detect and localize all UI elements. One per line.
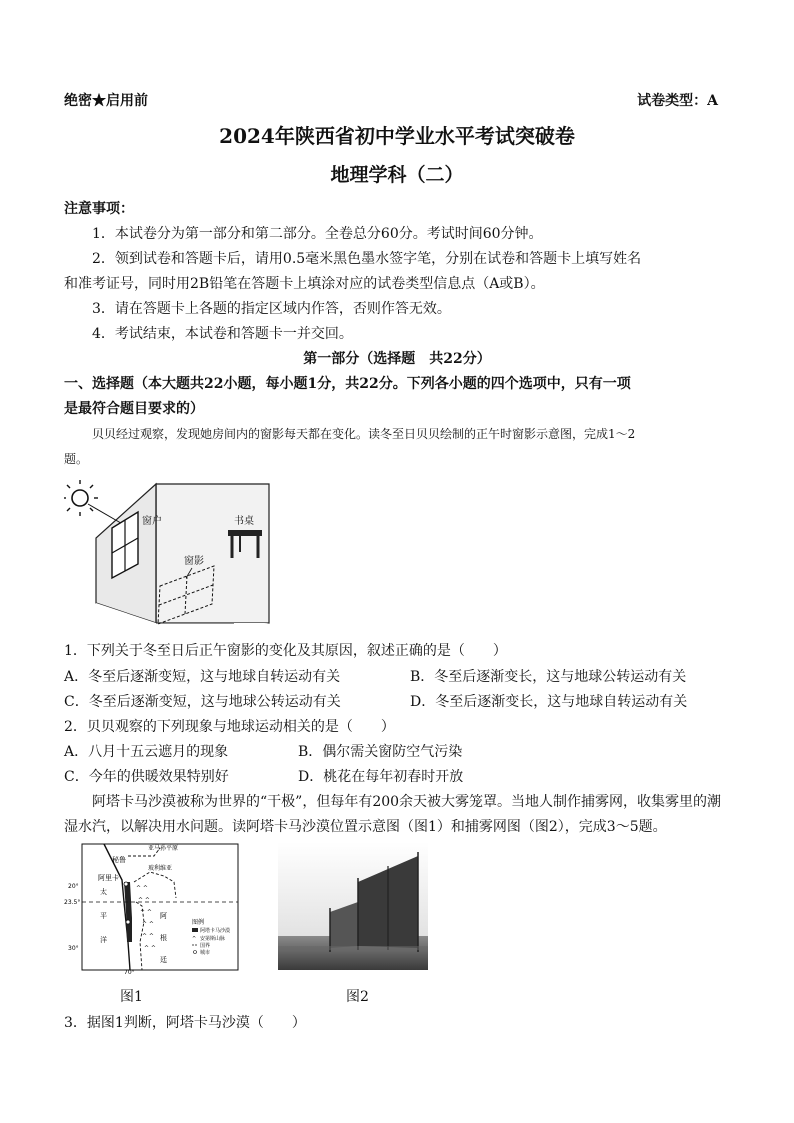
svg-text:^: ^ bbox=[192, 936, 197, 942]
legend-city: 城市 bbox=[200, 950, 211, 956]
map-label-amazon: 亚马孙平原 bbox=[148, 845, 179, 852]
notice-item-2-cont: 和准考证号，同时用2B铅笔在答题卡上填涂对应的试卷类型信息点（A或B）。 bbox=[64, 276, 545, 292]
passage1-line2: 题。 bbox=[64, 452, 89, 466]
window-label: 窗户 bbox=[142, 516, 162, 527]
notice-heading: 注意事项： bbox=[64, 201, 134, 217]
legend-desert: 阿塔卡马沙漠 bbox=[200, 928, 231, 934]
fog-net-photo bbox=[278, 842, 428, 970]
section-instructions-2: 是最符合题目要求的） bbox=[64, 401, 204, 417]
shadow-label: 窗影 bbox=[184, 556, 204, 567]
q2-option-b[interactable]: B．偶尔需关窗防空气污染 bbox=[298, 744, 463, 760]
svg-text:^ ^: ^ ^ bbox=[140, 909, 152, 916]
exam-subtitle: 地理学科（二） bbox=[330, 164, 464, 186]
exam-title: 2024年陕西省初中学业水平考试突破卷 bbox=[219, 124, 575, 148]
map-label-ting: 廷 bbox=[160, 956, 167, 964]
svg-text:^ ^: ^ ^ bbox=[142, 921, 154, 928]
notice-item-3: 3．请在答题卡上各题的指定区域内作答，否则作答无效。 bbox=[92, 301, 451, 317]
q2-stem: 2．贝贝观察的下列现象与地球运动相关的是（ ） bbox=[64, 719, 395, 735]
map-lon-70: 70° bbox=[124, 969, 135, 974]
map-label-arica: 阿里卡 bbox=[98, 874, 119, 882]
fig2-caption: 图2 bbox=[346, 989, 369, 1005]
map-label-bolivia: 玻利维亚 bbox=[148, 865, 173, 872]
q2-option-c[interactable]: C．今年的供暖效果特别好 bbox=[64, 769, 229, 785]
q1-stem: 1．下列关于冬至日后正午窗影的变化及其原因，叙述正确的是（ ） bbox=[64, 643, 507, 659]
svg-text:^ ^: ^ ^ bbox=[142, 933, 154, 940]
passage1-line1: 贝贝经过观察，发现她房间内的窗影每天都在变化。读冬至日贝贝绘制的正午时窗影示意图，完成1～2 bbox=[92, 427, 636, 441]
notice-item-4: 4．考试结束，本试卷和答题卡一并交回。 bbox=[92, 326, 353, 342]
svg-text:^ ^: ^ ^ bbox=[138, 897, 150, 904]
map-label-gen: 根 bbox=[160, 934, 167, 942]
q1-option-c[interactable]: C．冬至后逐渐变短，这与地球公转运动有关 bbox=[64, 694, 341, 710]
q2-option-a[interactable]: A．八月十五云遮月的现象 bbox=[64, 744, 229, 760]
passage2-line1: 阿塔卡马沙漠被称为世界的“干极”，但每年有200余天被大雾笼罩。当地人制作捕雾网，收集雾里的潮 bbox=[92, 794, 722, 810]
legend-title: 图例 bbox=[192, 919, 205, 926]
q1-option-d[interactable]: D．冬至后逐渐变长，这与地球自转运动有关 bbox=[410, 694, 688, 710]
svg-text:^ ^: ^ ^ bbox=[136, 885, 148, 892]
map-lat-30: 30° bbox=[68, 945, 79, 952]
map-label-a: 阿 bbox=[160, 912, 167, 920]
q2-option-d[interactable]: D．桃花在每年初春时开放 bbox=[298, 769, 464, 785]
map-lat-23: 23.5° bbox=[64, 899, 81, 906]
fig1-caption: 图1 bbox=[120, 989, 143, 1005]
section-instructions-1: 一、选择题（本大题共22小题，每小题1分，共22分。下列各小题的四个选项中，只有一项 bbox=[64, 376, 631, 392]
notice-item-2: 2．领到试卷和答题卡后，请用0.5毫米黑色墨水签字笔，分别在试卷和答题卡上填写姓名 bbox=[92, 251, 642, 267]
legend-border: 国界 bbox=[200, 943, 211, 949]
window-shadow-diagram bbox=[64, 478, 274, 630]
q1-option-a[interactable]: A．冬至后逐渐变短，这与地球自转运动有关 bbox=[64, 669, 341, 685]
legend-andes: 安第斯山脉 bbox=[200, 936, 226, 942]
q3-stem: 3．据图1判断，阿塔卡马沙漠（ ） bbox=[64, 1015, 306, 1031]
city-marker bbox=[126, 920, 130, 924]
atacama-location-map bbox=[64, 842, 240, 974]
map-label-yang: 洋 bbox=[100, 936, 107, 944]
map-label-peru: 秘鲁 bbox=[112, 856, 126, 864]
map-label-ping: 平 bbox=[100, 912, 107, 920]
paper-type: 试卷类型：A bbox=[637, 93, 718, 109]
passage2-line2: 湿水汽，以解决用水问题。读阿塔卡马沙漠位置示意图（图1）和捕雾网图（图2），完成3～5题。 bbox=[64, 819, 667, 835]
notice-item-1: 1．本试卷分为第一部分和第二部分。全卷总分60分。考试时间60分钟。 bbox=[92, 226, 543, 242]
map-label-tai: 太 bbox=[100, 888, 107, 896]
svg-text:^ ^: ^ ^ bbox=[144, 945, 156, 952]
desk-label: 书桌 bbox=[234, 516, 254, 527]
part1-title: 第一部分（选择题 共22分） bbox=[303, 351, 491, 367]
confidential-mark: 绝密★启用前 bbox=[64, 93, 148, 109]
q1-option-b[interactable]: B．冬至后逐渐变长，这与地球公转运动有关 bbox=[410, 669, 687, 685]
sun-icon bbox=[64, 480, 98, 516]
city-marker bbox=[124, 882, 128, 886]
map-lat-20: 20° bbox=[68, 883, 79, 890]
